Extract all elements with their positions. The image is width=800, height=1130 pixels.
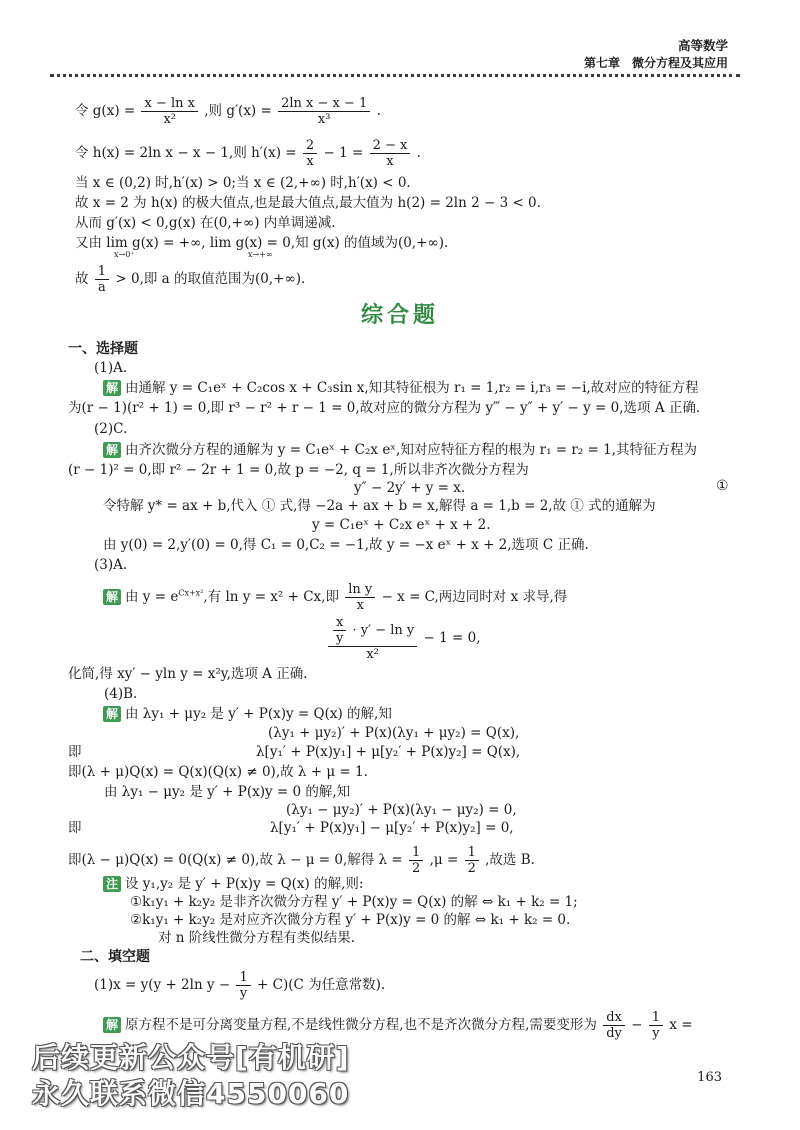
q3-derivative-equation: $\frac{x}{y}$ · y′ − ln y x² − 1 = 0, [326,615,481,662]
note-tag: 注 [103,876,121,892]
note-line-2: ①k₁y₁ + k₂y₂ 是非齐次微分方程 y′ + P(x)y = Q(x) 的解 ⇔ k₁ + k₂ = 1; [130,894,578,910]
q1-label: (1)A. [94,360,128,376]
q2-solution-line-1: 解 由齐次微分方程的通解为 y = C₁eˣ + C₂x eˣ,知对应特征方程的根为 r₁ = r₂ = 1,其特征方程为 [103,441,697,459]
q2-solution-line-4: 由 y(0) = 2,y′(0) = 0,得 C₁ = 0,C₂ = −1,故 y = −x eˣ + x + 2,选项 C 正确. [103,537,589,553]
header-divider [50,74,740,77]
fraction: $\frac{1}{2}$ [465,845,479,876]
q4-equation-4: λ[y₁′ + P(x)y₁] − μ[y₂′ + P(x)y₂] = 0, [270,820,514,836]
note-line-1: 注 设 y₁,y₂ 是 y′ + P(x)y = Q(x) 的解,则: [103,875,363,893]
top-line-5: 从而 g′(x) < 0,g(x) 在(0,+∞) 内单调递减. [75,215,336,231]
chapter-title: 第七章 微分方程及其应用 [583,56,728,70]
fraction: $\frac{1}{y}$ [649,1010,663,1041]
part2-heading: 二、填空题 [80,949,150,965]
top-line-2: 令 h(x) = 2ln x − x − 1,则 h′(x) = $\frac{2}{x}$ − 1 = $\frac{2 - x}{x}$ . [75,138,421,169]
fraction: $\frac{\text{ln y}}{x}$ [345,582,375,613]
q4-ji-1: 即 [68,744,82,760]
fraction: $\frac{1}{y}$ [236,970,250,1001]
q2-solution-line-3: 令特解 y* = ax + b,代入 ① 式,得 −2a + ax + b = x,解得 a = 1,b = 2,故 ① 式的通解为 [103,498,656,514]
book-title: 高等数学 [677,38,728,53]
q2-solution-line-2: (r − 1)² = 0,即 r² − 2r + 1 = 0,故 p = −2, q = 1,所以非齐次微分方程为 [68,462,529,478]
fill-q1-answer: (1)x = y(y + 2ln y − $\frac{1}{y}$ + C)(C 为任意常数). [94,970,386,1001]
fraction: $\frac{\text{2ln x − x − 1}}{\text{x³}}$ [278,96,370,127]
q4-solution-line-3: 由 λy₁ − μy₂ 是 y′ + P(x)y = 0 的解,知 [104,784,351,800]
fill-q1-solution: 解 原方程不是可分离变量方程,不是线性微分方程,也不是齐次微分方程,需要变形为 $\frac{dx}{dy}$ − $\frac{1}{y}$ x = [103,1010,693,1041]
fraction: $\frac{2 - x}{x}$ [370,138,411,169]
top-line-1: 令 g(x) = $\frac{\text{x − ln x}}{\text{x²}}$ ,则 g′(x) = $\frac{\text{2ln x − x − 1}}{\text{x³}}$ . [75,96,381,127]
part1-heading: 一、选择题 [68,341,138,357]
limit-subscript-2: x→+∞ [248,250,273,259]
q4-label: (4)B. [104,686,138,702]
q2-equation-2: y = C₁eˣ + C₂x eˣ + x + 2. [312,517,491,533]
q2-label: (2)C. [94,421,128,437]
fraction: $\frac{1}{a}$ [95,264,109,295]
watermark-line-2: 永久联系微信4550060 [32,1077,350,1110]
solution-tag: 解 [103,442,121,458]
q1-solution-line-1: 解 由通解 y = C₁eˣ + C₂cos x + C₃sin x,知其特征根为 r₁ = 1,r₂ = i,r₃ = −i,故对应的特征方程 [103,379,699,397]
fraction: $\frac{\text{x − ln x}}{\text{x²}}$ [141,96,197,127]
top-line-7: 故 $\frac{1}{a}$ > 0,即 a 的取值范围为(0,+∞). [75,264,306,295]
watermark-line-1: 后续更新公众号[有机研] [32,1041,350,1074]
top-line-6: 又由 lim g(x) = +∞, lim g(x) = 0,知 g(x) 的值域为(0,+∞). [75,235,449,251]
solution-tag: 解 [103,589,121,605]
note-line-3: ②k₁y₁ + k₂y₂ 是对应齐次微分方程 y′ + P(x)y = 0 的解 ⇔ k₁ + k₂ = 0. [130,912,571,928]
fraction: $\frac{x}{y}$ · y′ − ln y x² [328,615,417,662]
solution-tag: 解 [103,706,121,722]
solution-tag: 解 [103,380,121,396]
fraction: $\frac{2}{x}$ [303,138,317,169]
top-line-4: 故 x = 2 为 h(x) 的极大值点,也是最大值点,最大值为 h(2) = 2ln 2 − 3 < 0. [75,195,541,211]
solution-tag: 解 [103,1017,121,1033]
section-title: 综合题 [360,303,439,328]
q4-equation-2: λ[y₁′ + P(x)y₁] + μ[y₂′ + P(x)y₂] = Q(x), [256,744,521,760]
q1-solution-line-2: 为(r − 1)(r² + 1) = 0,即 r³ − r² + r − 1 = 0,故对应的微分方程为 y‴ − y″ + y′ − y = 0,选项 A 正确. [68,400,701,416]
limit-subscript-1: x→0⁺ [114,250,135,259]
q4-solution-line-4: 即(λ − μ)Q(x) = 0(Q(x) ≠ 0),故 λ − μ = 0,解得 λ = $\frac{1}{2}$ ,μ = $\frac{1}{2}$ ,故选 B. [68,845,535,876]
q4-equation-3: (λy₁ − μy₂)′ + P(x)(λy₁ − μy₂) = 0, [286,802,517,818]
equation-number-1: ① [716,478,729,494]
q2-equation-1: y″ − 2y′ + y = x. [354,480,466,496]
q4-ji-2: 即 [68,820,82,836]
fraction: $\frac{x}{y}$ [333,615,346,646]
top-line-3: 当 x ∈ (0,2) 时,h′(x) > 0;当 x ∈ (2,+∞) 时,h′(x) < 0. [75,175,411,191]
q4-solution-line-2: 即(λ + μ)Q(x) = Q(x)(Q(x) ≠ 0),故 λ + μ = 1. [68,764,368,780]
q3-solution-line-2: 化简,得 xy′ − yln y = x²y,选项 A 正确. [68,666,308,682]
note-line-4: 对 n 阶线性微分方程有类似结果. [158,930,356,946]
q4-equation-1: (λy₁ + μy₂)′ + P(x)(λy₁ + μy₂) = Q(x), [268,725,520,741]
q3-solution-line-1: 解 由 $y = e^{Cx+x^2}$,有 ln y = x² + Cx,即 $\frac{\text{ln y}}{x}$ − x = C,两边同时对 x 求导,得 [103,582,567,613]
fraction: $\frac{dx}{dy}$ [603,1010,625,1041]
page-number: 163 [697,1070,722,1085]
q3-label: (3)A. [94,557,128,573]
q4-solution-line-1: 解 由 λy₁ + μy₂ 是 y′ + P(x)y = Q(x) 的解,知 [103,705,392,723]
fraction: $\frac{1}{2}$ [409,845,423,876]
